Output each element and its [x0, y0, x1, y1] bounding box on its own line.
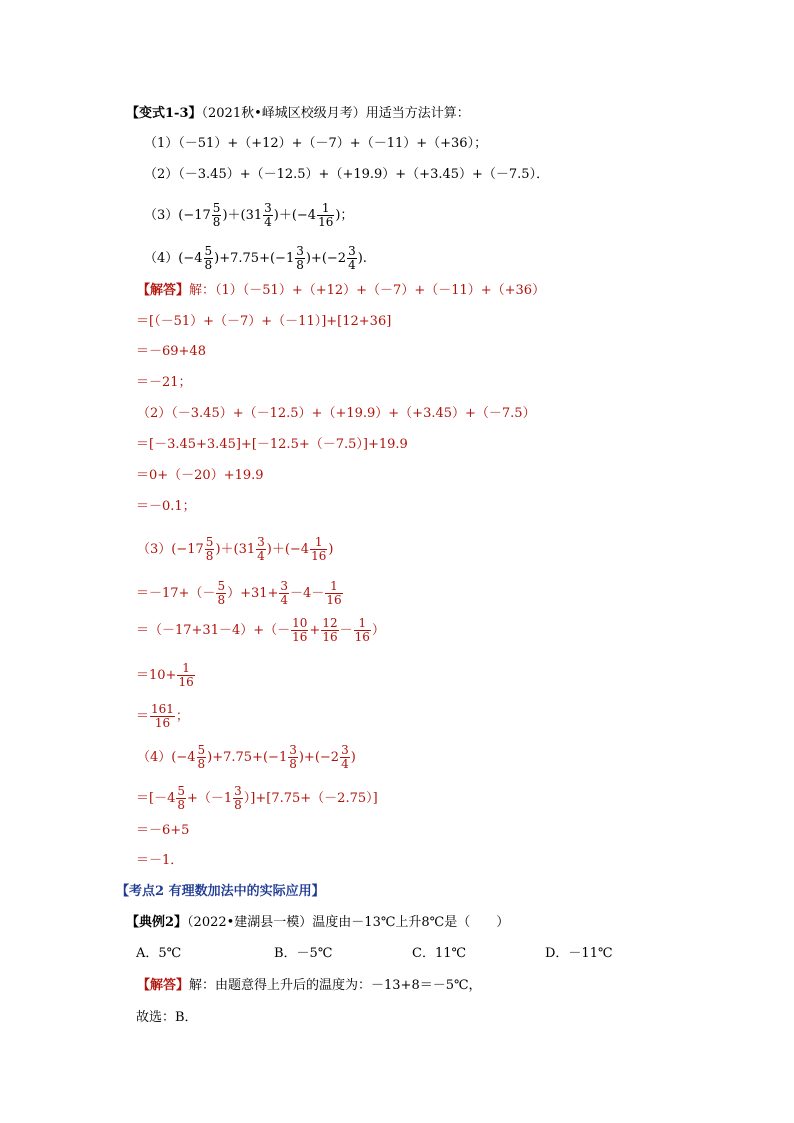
fraction: $\frac{3}{8}$ [296, 244, 304, 272]
fraction: $\frac{161}{16}$ [151, 702, 174, 730]
answer-step: ＝[（－51）+（－7）+（－11）]+[12+36] [136, 314, 392, 329]
fraction: $\frac{3}{4}$ [257, 535, 265, 563]
option-c: C．11℃ [412, 946, 467, 961]
answer-step: ＝（－17+31－4）+（－ $\frac{10}{16}$ + $\frac{12}{16}$ － $\frac{1}{16}$ ） [136, 616, 385, 644]
example-tag: 【典例2】 [126, 915, 188, 930]
option-b: B．－5℃ [274, 946, 333, 961]
question-3: （3）(−17 $\frac{5}{8}$ )＋(31 $\frac{3}{4}$ )＋(−4 $\frac{1}{16}$ )； [144, 201, 354, 229]
fraction: $\frac{3}{4}$ [280, 579, 289, 607]
answer-step: ＝－17+（－ $\frac{5}{8}$ ）+31+ $\frac{3}{4}$ －4－ $\frac{1}{16}$ [136, 579, 342, 607]
answer-step: （3）(−17 $\frac{5}{8}$ )＋(31 $\frac{3}{4}$ )＋(−4 $\frac{1}{16}$ ) [137, 535, 334, 563]
question-1: （1）（－51）+（+12）+（－7）+（－11）+（+36）； [144, 136, 488, 151]
answer-step: ＝ $\frac{161}{16}$ ； [136, 702, 189, 730]
answer-step: ＝[－3.45+3.45]+[－12.5+（－7.5）]+19.9 [136, 437, 408, 452]
fraction: $\frac{3}{8}$ [289, 743, 297, 771]
question-2: （2）（－3.45）+（－12.5）+（+19.9）+（+3.45）+（－7.5）． [144, 167, 550, 182]
example-choice: 故选：B． [136, 1010, 198, 1025]
fraction: $\frac{1}{16}$ [326, 579, 342, 607]
variant-source: （2021秋•峄城区校级月考）用适当方法计算： [201, 106, 470, 121]
question-4: （4）(−4 $\frac{5}{8}$ )+7.75+(−1 $\frac{3}{8}$ )+(−2 $\frac{3}{4}$ ). [144, 244, 367, 272]
answer-step: ＝[－4 $\frac{5}{8}$ +（－1 $\frac{3}{8}$ ）]+[7.75+（－2.75）] [136, 784, 378, 812]
fraction: $\frac{5}{8}$ [177, 784, 185, 812]
fraction: $\frac{3}{4}$ [341, 743, 349, 771]
answer-tag: 【解答】 [137, 283, 190, 298]
answer-step: ＝－1． [136, 853, 184, 868]
answer-step: ＝0+（－20）+19.9 [136, 468, 264, 483]
answer-step: （2）（－3.45）+（－12.5）+（+19.9）+（+3.45）+（－7.5） [137, 406, 536, 421]
fraction: $\frac{10}{16}$ [292, 616, 308, 644]
answer-step: （4）(−4 $\frac{5}{8}$ )+7.75+(−1 $\frac{3}{8}$ )+(−2 $\frac{3}{4}$ ) [137, 743, 356, 771]
answer-step: ＝－69+48 [136, 344, 206, 359]
answer-tag: 【解答】 [137, 978, 190, 993]
option-a: A．5℃ [136, 946, 182, 961]
fraction: $\frac{3}{4}$ [264, 201, 272, 229]
fraction: $\frac{5}{8}$ [212, 201, 221, 229]
variant-heading [126, 106, 470, 122]
fraction: $\frac{1}{16}$ [311, 535, 327, 563]
section-heading: 【考点2 有理数加法中的实际应用】 [116, 884, 325, 899]
answer-step: ＝－0.1； [136, 499, 196, 514]
fraction: $\frac{5}{8}$ [197, 743, 206, 771]
fraction: $\frac{5}{8}$ [205, 535, 214, 563]
answer-step: ＝－21； [136, 375, 192, 390]
variant-tag: 【变式1-3】 [126, 106, 202, 121]
example-answer: 【解答】解：由题意得上升后的温度为：－13+8＝－5℃， [137, 978, 482, 993]
fraction: $\frac{1}{16}$ [318, 201, 334, 229]
fraction: $\frac{3}{8}$ [234, 784, 242, 812]
fraction: $\frac{12}{16}$ [322, 616, 338, 644]
answer-step: ＝－6+5 [136, 823, 190, 838]
fraction: $\frac{5}{8}$ [204, 244, 213, 272]
fraction: $\frac{1}{16}$ [354, 616, 370, 644]
answer-step: ＝10+ $\frac{1}{16}$ [136, 661, 194, 689]
answer-intro: 【解答】解：（1）（－51）+（+12）+（－7）+（－11）+（+36） [137, 283, 546, 298]
option-d: D．－11℃ [545, 946, 613, 961]
example-question: 【典例2】（2022•建湖县一模）温度由－13℃上升8℃是（ ） [126, 915, 510, 930]
fraction: $\frac{3}{4}$ [348, 244, 356, 272]
fraction: $\frac{1}{16}$ [178, 661, 194, 689]
fraction: $\frac{5}{8}$ [217, 579, 226, 607]
